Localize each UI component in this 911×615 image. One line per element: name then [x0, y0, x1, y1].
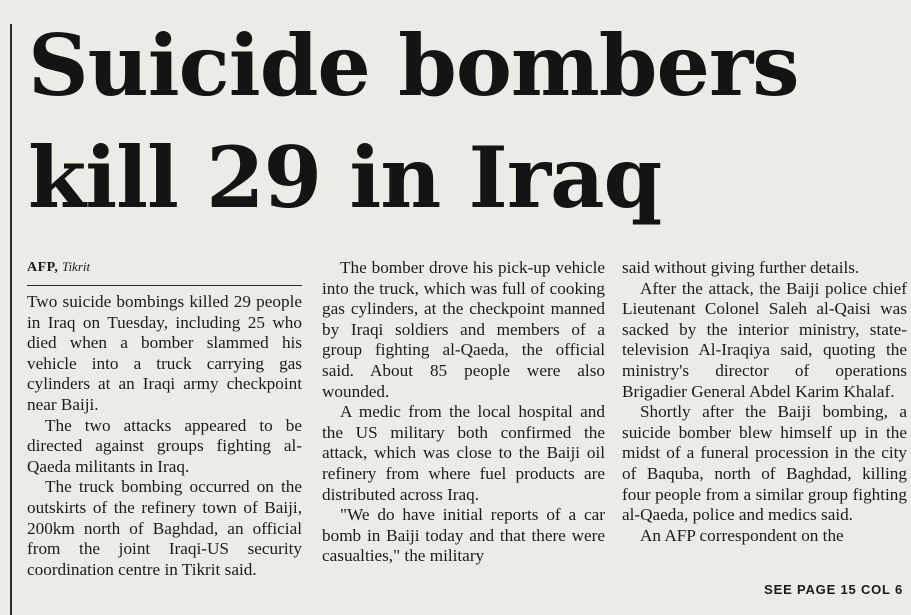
- paragraph: After the attack, the Baiji police chief Lieutenant Colonel Saleh al-Qaisi was sacked by the interior ministry, state-television Al-Iraqiya said, quoting the ministry's director of operations Brigadier General Abdel Karim Khalaf.: [622, 278, 907, 401]
- headline-line-2: kill 29 in Iraq: [28, 128, 662, 227]
- continuation-jump-line: SEE PAGE 15 COL 6: [764, 582, 903, 597]
- paragraph: Two suicide bombings killed 29 people in Iraq on Tuesday, including 25 who died when a bomber slammed his vehicle into a truck carrying gas cylinders at an Iraqi army checkpoint near Baiji.: [27, 292, 302, 414]
- headline-line-1: Suicide bombers: [28, 16, 799, 115]
- article-headline: [28, 10, 898, 234]
- column-rule: [10, 24, 12, 615]
- article-column-2: [322, 258, 605, 567]
- byline-dateline: Tikrit: [61, 259, 91, 274]
- paragraph: An AFP correspondent on the: [640, 525, 844, 545]
- paragraph: said without giving further details.: [622, 258, 860, 277]
- paragraph: The two attacks appeared to be directed against groups fighting al-Qaeda militants in Iraq.: [27, 415, 302, 476]
- byline-agency: AFP,: [27, 260, 59, 275]
- paragraph: "We do have initial reports of a car bomb in Baiji today and that there were casualties," the military: [322, 505, 605, 566]
- article-column-3: [622, 258, 907, 546]
- paragraph: The bomber drove his pick-up vehicle into the truck, which was full of cooking gas cylinders, at the checkpoint manned by Iraqi soldiers and members of a group fighting al-Qaeda, the official said. About 85 people were also wounded.: [322, 258, 605, 401]
- paragraph: The truck bombing occurred on the outskirts of the refinery town of Baiji, 200km north of Baghdad, an official from the joint Iraqi-US security coordination centre in Tikrit said.: [27, 477, 302, 579]
- paragraph: Shortly after the Baiji bombing, a suicide bomber blew himself up in the midst of a funeral procession in the city of Baquba, north of Baghdad, killing four people from a similar group fighting al-Qaeda, police and medics said.: [622, 402, 907, 525]
- article-column-1: [27, 258, 302, 580]
- paragraph: A medic from the local hospital and the US military both confirmed the attack, which was close to the Baiji oil refinery from where fuel products are distributed across Iraq.: [322, 402, 605, 504]
- byline: [27, 258, 302, 286]
